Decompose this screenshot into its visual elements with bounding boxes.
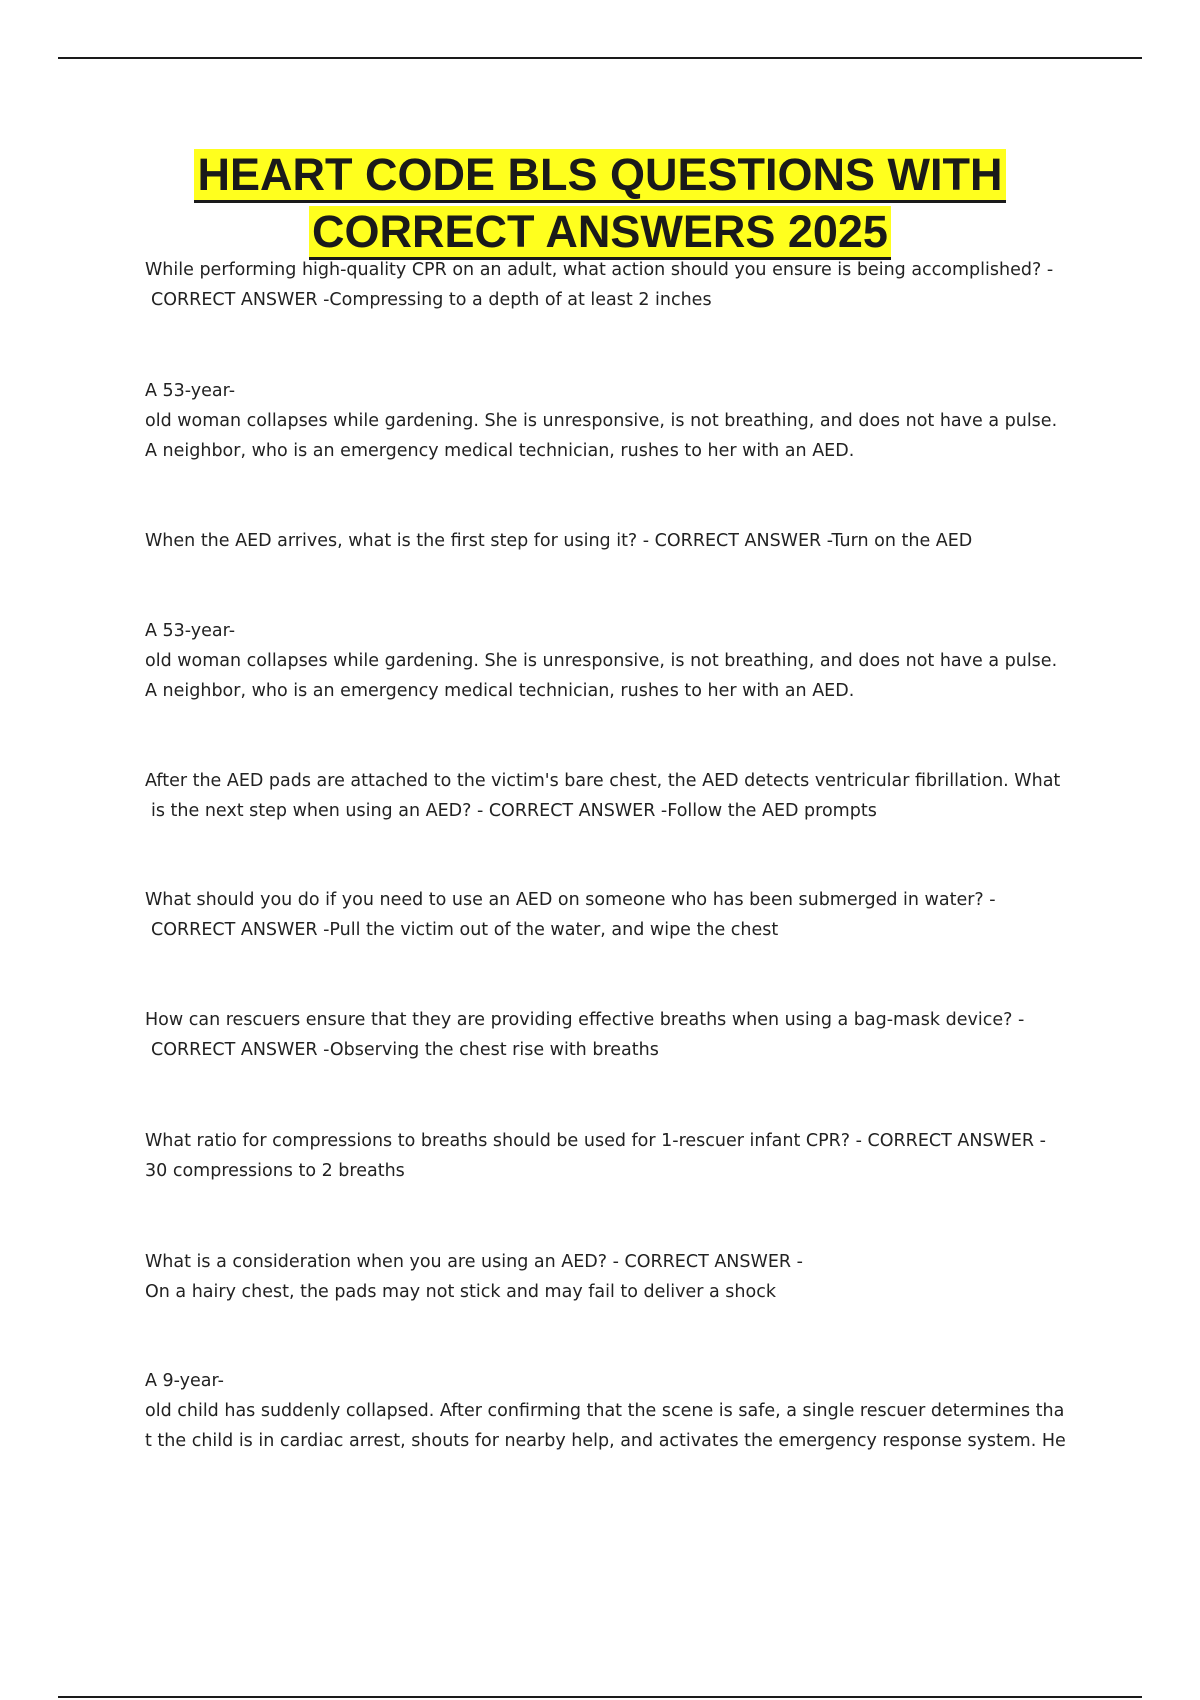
title-line-2: CORRECT ANSWERS 2025 — [309, 206, 891, 260]
text-line: A 53-year- — [145, 381, 236, 401]
question-block-5 — [145, 1005, 1095, 1065]
text-line: How can rescuers ensure that they are providing effective breaths when using a bag-mask device? - — [145, 1010, 1025, 1030]
answer-line: is the next step when using an AED? - CORRECT ANSWER -Follow the AED prompts — [151, 801, 877, 821]
text-line: A 53-year- — [145, 621, 236, 641]
text-line: A 9-year- — [145, 1371, 224, 1391]
page-title — [100, 146, 1100, 260]
text-line: When the AED arrives, what is the first step for using it? - CORRECT ANSWER -Turn on the AED — [145, 531, 973, 551]
scenario-block-3 — [145, 1366, 1095, 1456]
question-block-1 — [145, 255, 1095, 315]
text-line: A neighbor, who is an emergency medical technician, rushes to her with an AED. — [145, 681, 855, 701]
question-block-3 — [145, 766, 1095, 826]
question-block-4 — [145, 885, 1095, 945]
title-line-1: HEART CODE BLS QUESTIONS WITH — [194, 149, 1005, 203]
scenario-block-2 — [145, 616, 1095, 706]
bottom-rule — [58, 1696, 1142, 1698]
answer-line: On a hairy chest, the pads may not stick and may fail to deliver a shock — [145, 1282, 776, 1302]
answer-line: CORRECT ANSWER -Observing the chest rise with breaths — [151, 1040, 659, 1060]
answer-line: 30 compressions to 2 breaths — [145, 1161, 405, 1181]
text-line: old child has suddenly collapsed. After confirming that the scene is safe, a single rescuer determines tha — [145, 1401, 1065, 1421]
text-line: What ratio for compressions to breaths should be used for 1-rescuer infant CPR? - CORRECT ANSWER - — [145, 1131, 1046, 1151]
text-line: A neighbor, who is an emergency medical technician, rushes to her with an AED. — [145, 441, 855, 461]
text-line: What should you do if you need to use an AED on someone who has been submerged in water? - — [145, 890, 996, 910]
question-block-6 — [145, 1126, 1095, 1186]
top-rule — [58, 57, 1142, 59]
text-line: While performing high-quality CPR on an adult, what action should you ensure is being accomplished? - — [145, 260, 1054, 280]
text-line: After the AED pads are attached to the victim's bare chest, the AED detects ventricular fibrillation. What — [145, 771, 1061, 791]
question-block-7 — [145, 1247, 1095, 1307]
question-block-2 — [145, 526, 1095, 556]
answer-line: CORRECT ANSWER -Pull the victim out of the water, and wipe the chest — [151, 920, 779, 940]
scenario-block-1 — [145, 376, 1095, 466]
text-line: What is a consideration when you are using an AED? - CORRECT ANSWER - — [145, 1252, 803, 1272]
text-line: t the child is in cardiac arrest, shouts for nearby help, and activates the emergency response system. He — [145, 1431, 1066, 1451]
text-line: old woman collapses while gardening. She is unresponsive, is not breathing, and does not have a pulse. — [145, 651, 1058, 671]
answer-line: CORRECT ANSWER -Compressing to a depth of at least 2 inches — [151, 290, 712, 310]
text-line: old woman collapses while gardening. She is unresponsive, is not breathing, and does not have a pulse. — [145, 411, 1058, 431]
